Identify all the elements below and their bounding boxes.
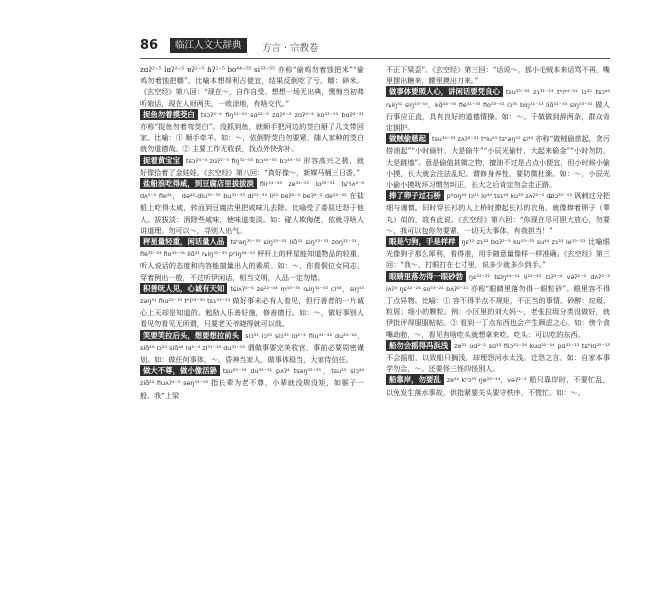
entry-pronunciation: tsɔʔ⁵⁻⁴ fiŋ³¹⁻⁵⁵ sɑ²²⁻³ zɑʔ²⁻² zɑʔ⁵⁻⁴ ko³³⁻⁵⁵ bɑʔ²⁻²¹: [200, 110, 364, 119]
continued-text: 不正下梁歪”。《玄空经》第三回：“话说～，那小毛贼本来话骂不再，嘴里摆出糖来，腰里摸出刀来。”: [386, 65, 610, 86]
entry-definition: 谓做事要完美收官，事前必要周密谨划。如：做任何事体，～。昏神当家人，做事体稳当，大家侍信任。: [140, 342, 364, 365]
entry-definition: 亦称“做贼偷慈起，贪污捞油起”“小时偷针，大是偷牛”“小辰光偷针，大起来偷金”“小时勿防，大是跳墙”。意是偷值甚微之物，擅油不过是占点小便宜，但小时候小偷小摸，长大就会注法乱纪。谓修身养性，要防微杜渐。如：～，小辰光小偷小摸呒坏习惯勿纠正，长大之后肯定勿会走正路。: [386, 134, 610, 190]
entry-definition: 船只靠岸时，不要忙乱，以免发生落水事故，供指紧要关头要守秩序，不慌忙。如：～。: [386, 375, 610, 397]
entry-pronunciation: ŋɛ²²⁻²² tɕiŋ⁴⁴⁻⁵¹ li²²⁻³³ lɔʔ²⁻² vəʔ²⁻² dʌʔ²⁻² iʌʔ⁵ ŋɛ²²⁻²⁴ so⁵³⁻²¹ bʌʔ²⁻²¹: [386, 272, 610, 293]
entry-definition: 指长辈为老不尊，小辈就没规没矩，如猴子一般。我“上梁: [140, 378, 364, 400]
entry-definition: 亦称“眼睛里落勿得一眼粒砂”。眼里容不得丁点异物。比喻：① 容不得半点不规矩，不正当的事情。砂醉：垃圾、粒屑；细小的颗粒。例：小区里的刘大妈～，老张拉级分类没做好，就伊批评得服服帖帖。② 看到一丁点东西也会产生顾虑之心。如：傍个食嘴劫勃，～，看见有啥吃头就想拿来吃。吃头：可以吃的东西。: [386, 283, 610, 339]
entry-headword: 笑要笑拉后头，想要想拉前头: [140, 330, 242, 341]
entry-headword: 船靠岸，勿要乱: [386, 374, 444, 385]
page-number: 86: [140, 38, 159, 53]
entry-headword: 秤星量轻重，闲话量人品: [140, 236, 227, 247]
entry-headword: 捉鱼勿着摸茭白: [140, 109, 198, 120]
entry-pronunciation: tsʰəŋ³⁵⁻³³ ɕiŋ⁵³⁻³¹ liɑ̃³¹ ɕiŋ⁵³⁻³³ zoŋ³¹⁻³³，fie³¹⁻²⁴ fio³³⁻⁵¹ liɑ̃³¹ ȵiŋ³¹⁻³³ pʰiŋ⁴⁴⁻⁵³: [140, 238, 364, 259]
entry-pronunciation: siɔ³⁵ iɔ⁵⁵ siɔ³⁵ lɑ²⁻⁴ fiiu³¹⁻²² du³¹⁻²²，siɑ̃⁴⁴ iɔ³⁵ siɑ̃⁴⁴ lɑ²⁻⁴ zi³¹⁻¹³ du³¹⁻⁵³: [140, 331, 364, 352]
dictionary-entry: [140, 109, 364, 155]
running-head: [140, 36, 610, 58]
entry-pronunciation: tsu³⁵⁻³³ zʌʔ²⁻²¹ tʰiu⁵³ tsʰəŋ⁵³ ɕi⁴⁴: [431, 135, 534, 144]
entry-headword: 眼是勺狗，手是样样: [386, 236, 459, 247]
entry-pronunciation: tɕiʌʔ⁵⁻⁴ ze²²⁻⁴⁴ m̩⁵³⁻³⁵ ȵiŋ³¹⁻³³ ci⁴⁴，siŋ⁵³ zəŋ³¹ fiiu²²⁻³³ tʰi⁵³⁻³⁵ tsɿ⁵³⁻⁵³: [140, 284, 364, 306]
entry-headword: 做贼偷慈起: [386, 133, 429, 144]
entry-definition: 不会摇船，以致船只搁浅，却埋怨河水太浅。迁怨之言。如：自家本事学勿会，～。还要怪三怪四怪别人。: [386, 353, 610, 374]
entry-definition: 亦称“捉鱼勿着弯茭白”。没抓到鱼，就顺手把河边的茭白掰了几支带回家。比喻：① 顺手牵羊。如：～，依倒野茭白勿要紧，随人家种的茭白就勿道德哉。② 主要工作无收获，找点外快弥补。: [140, 122, 364, 154]
entry-headword: 眼睛里落勿得一眼砂勃: [386, 271, 466, 282]
dictionary-entry: [386, 374, 610, 397]
dictionary-entry: [386, 271, 610, 340]
entry-pronunciation: tsu³⁵⁻³³ zɿ³¹⁻¹³ tʰi⁴⁴⁻⁵¹ iɔ³⁵ tsɔ⁴⁴ ȵiŋ³¹ siŋ⁵³⁻⁵³，kɑ̃⁴⁴⁻³⁵ fie³¹⁻³³ fio³³⁻⁵¹ iɔ³⁵ biŋ³¹⁻¹³ liɑ̃³¹⁻³³ siŋ⁵³⁻³¹: [386, 88, 610, 109]
dictionary-entry: [140, 155, 364, 178]
entry-pronunciation: fiir³¹⁻³³ ze³¹⁻⁵¹ lɑ³³⁻³¹ tɕʰiʌ²⁻⁴ dʌ⁵⁻² fie³¹， də²²-diu³¹⁻³³ bu³¹⁻³³ di³¹⁻³³ li²² bɐʔ²⁻² bɐʔ²⁻² de²²⁻²²: [140, 180, 364, 201]
dictionary-entry: [386, 86, 610, 133]
dictionary-entry: [386, 236, 610, 271]
dictionary-entry: [140, 236, 364, 283]
entry-headword: 船勿会摇得冯浜浅: [386, 340, 451, 351]
entry-definition: 在盐船上吃得太咸，转而到豆腐店里把咸味儿去除。比喻受了委屈迁怒于他人。拔拔淡：消除些咸味，使味道变淡。如：碰人欺侮佬，依就寻啥人讲道理。勿可以～，寻别人出气。: [140, 191, 364, 235]
continued-text: zɑʔ²⁻⁵ lɑʔ²⁻⁵ ɐʔ²⁻⁵ ɦʔ²⁻⁵ bo⁴⁴⁻⁵⁵ si³³⁻⁵⁵ 亦称“偷鸡勿着蚀把米”“偷鸡勿着蚀把糯”。比喻本想得利占便宜，结果反倒吃了亏。糯：碎米。《玄空经》第八回：“现在～，自作自受。想想一场无出典，懊悔当初弗听娘话，现在人财两失，一败涂地，有啥交代。”: [140, 65, 364, 108]
entry-pronunciation: tsɔʔ⁵⁻⁴ zɑʔ²⁻³ fiŋ³¹⁻⁵⁵ bɔ⁴⁴⁻⁵⁵ bɔ⁴⁴⁻⁵¹: [185, 156, 301, 165]
entry-definition: 做人行事应正直，具有良好的道德情操。如：～。千做做到辞两条，群众肯定拥护。: [386, 99, 610, 133]
dictionary-entry: [140, 330, 364, 366]
entry-list: [386, 86, 610, 397]
entry-definition: 形容高兴之极，就好像拾着了金娃娃。《玄空经》第八回：“真好像～，新媒马桶三日香。”: [140, 155, 364, 177]
entry-pronunciation: ze³¹ uɑ²⁻² sɑ⁵³ fiiɔ³¹⁻²⁴ kuɑ³⁵⁻²⁴ pɑ³¹⁻¹³ tɕʰiɑ³⁵⁻¹³: [454, 341, 610, 350]
entry-headword: 捧了卵子过石桥: [386, 190, 444, 201]
entry-list: [140, 109, 364, 401]
volume-title: 方言 · 宗教卷: [262, 43, 319, 54]
entry-headword: 做大不尊，做小像活狲: [140, 365, 220, 376]
left-column: [140, 64, 364, 600]
dictionary-entry: [140, 365, 364, 401]
dictionary-entry: [386, 190, 610, 236]
entry-definition: 比喻眼光像狗子那么犀利，看得准，用手随意量像样一样准确。《玄空经》第三回：“我～，打眼打在七寸里，说多少就多少到手。”: [386, 237, 610, 270]
right-column: [386, 64, 610, 600]
entry-pronunciation: pʰoŋ⁴⁴ lɔ²¹ lo⁴⁴ tsɿ⁴⁴ ku³⁵ zʌʔ²⁻² ʥiɔ³¹⁻⁵³: [446, 192, 572, 201]
entry-definition: 讽刺过分把细与谨慎。旧时穿长衫的人上桥时撩起长衫的衣角，就像捧着卵子（睾丸）似的，故有此说。《玄空经》第六回：“你现在尽可胆大放心，勿要～，我可以包你勿要紧，一切天大事体，有我担当！”: [386, 191, 610, 235]
entry-pronunciation: ŋɛ²² zɿ²² bɑʔ²⁻² ku⁵³⁻³³ su⁴⁴ zɿ²² ie³³⁻³³: [461, 238, 586, 247]
entry-headword: 积善呒人见，心诚有天知: [140, 283, 227, 294]
dictionary-entry: [386, 133, 610, 190]
entry-headword: 捉着黄宝宝: [140, 155, 183, 166]
header-rule: [140, 58, 610, 59]
dictionary-entry: [140, 178, 364, 236]
dictionary-entry: [386, 340, 610, 375]
series-title-badge: 临江人文大辞典: [170, 38, 247, 53]
entry-pronunciation: ze³¹ kʰɔ³⁵ ŋe³³⁻⁴⁴，vəʔ²⁻²: [446, 376, 527, 385]
entry-headword: 做事体要照人心，讲闲话要凭良心: [386, 86, 503, 97]
entry-definition: 秤杆上的秤星能知道物品的轻重，听人说话的态度和内容能揣量出人的素质。如：～，你看侗位女同志，穿着例出一般，不过听伊闲话，相当文明，人品一定勿错。: [140, 249, 364, 282]
entry-pronunciation: tsu³⁵⁻⁵³ du³³⁻⁵¹ pʌʔ⁴ tsəŋ³³⁻³⁵，tsu³⁵ siɔ⁴⁴ ziɑ̃²² fiuʌʔ²⁻² səŋ⁵³⁻⁵³: [140, 367, 364, 388]
entry-definition: 做好事未必有人看见，但行善者的一片诚心上天却是知道的。勉励人乐善好施，修善德行。如：～，做好事别人看见勿看见无所谓，只要老天爷晓得就可以哉。: [140, 296, 364, 329]
entry-headword: 盐船浪吃得咸，到豆腐店里拔拔淡: [140, 178, 257, 189]
dictionary-entry: [140, 283, 364, 330]
